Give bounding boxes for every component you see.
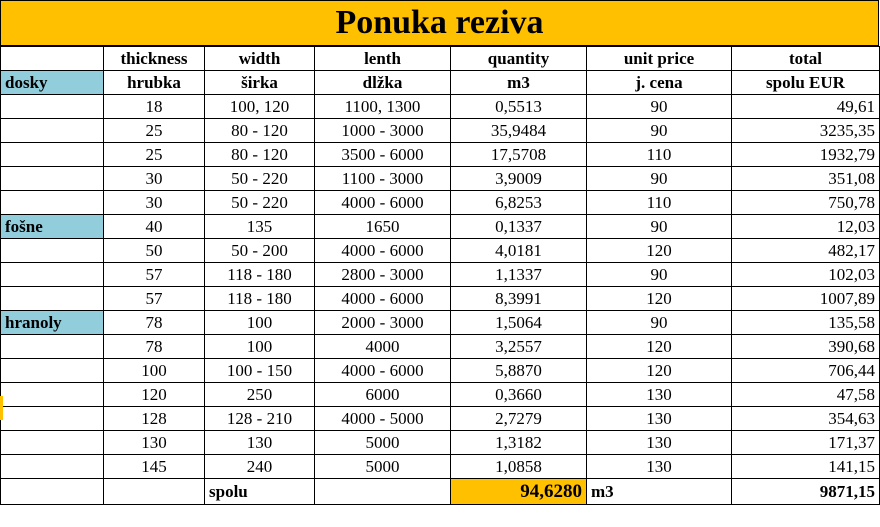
cell-quantity: 2,7279	[451, 407, 587, 431]
header-row-en	[1, 47, 880, 71]
cell-total: 1007,89	[732, 287, 880, 311]
cell-quantity: 6,8253	[451, 191, 587, 215]
header-j-cena: j. cena	[587, 71, 732, 95]
table-row	[1, 95, 880, 119]
cell	[104, 479, 205, 505]
cell-total: 750,78	[732, 191, 880, 215]
cell	[1, 119, 104, 143]
cell-thickness: 50	[104, 239, 205, 263]
table-row	[1, 359, 880, 383]
cell-thickness: 30	[104, 191, 205, 215]
cell-quantity: 0,5513	[451, 95, 587, 119]
cell-length: 3500 - 6000	[315, 143, 451, 167]
cell-thickness: 120	[104, 383, 205, 407]
table-row	[1, 311, 880, 335]
cell-total: 354,63	[732, 407, 880, 431]
cell	[1, 191, 104, 215]
cell-total: 47,58	[732, 383, 880, 407]
cell-total: 706,44	[732, 359, 880, 383]
cell	[1, 407, 104, 431]
cell-length: 4000	[315, 335, 451, 359]
cell-width: 240	[205, 455, 315, 479]
category-label: fošne	[1, 215, 104, 239]
table-row	[1, 119, 880, 143]
cell-total: 135,58	[732, 311, 880, 335]
cell-unit-price: 90	[587, 263, 732, 287]
cell-unit-price: 110	[587, 143, 732, 167]
cell-quantity: 8,3991	[451, 287, 587, 311]
cell-unit-price: 120	[587, 287, 732, 311]
cell-quantity: 3,9009	[451, 167, 587, 191]
cell-quantity: 35,9484	[451, 119, 587, 143]
cell	[1, 239, 104, 263]
cell-quantity: 3,2557	[451, 335, 587, 359]
cell-marker	[0, 396, 3, 420]
cell-width: 100 - 150	[205, 359, 315, 383]
category-label: hranoly	[1, 311, 104, 335]
cell	[1, 383, 104, 407]
cell	[1, 335, 104, 359]
table-row	[1, 143, 880, 167]
cell-quantity: 17,5708	[451, 143, 587, 167]
table-row	[1, 239, 880, 263]
cell-length: 1100, 1300	[315, 95, 451, 119]
cell-width: 50 - 200	[205, 239, 315, 263]
cell-thickness: 57	[104, 287, 205, 311]
table-row	[1, 167, 880, 191]
cell	[1, 95, 104, 119]
cell-width: 135	[205, 215, 315, 239]
cell	[1, 167, 104, 191]
table-row	[1, 215, 880, 239]
cell-length: 5000	[315, 431, 451, 455]
table-row	[1, 191, 880, 215]
cell	[1, 431, 104, 455]
cell-unit-price: 110	[587, 191, 732, 215]
cell-unit-price: 90	[587, 167, 732, 191]
cell	[315, 479, 451, 505]
cell-total: 482,17	[732, 239, 880, 263]
cell-quantity: 1,1337	[451, 263, 587, 287]
cell	[1, 143, 104, 167]
summary-quantity: 94,6280	[451, 479, 587, 505]
header-m3: m3	[451, 71, 587, 95]
cell-thickness: 130	[104, 431, 205, 455]
cell-total: 102,03	[732, 263, 880, 287]
cell-width: 100	[205, 335, 315, 359]
cell-length: 6000	[315, 383, 451, 407]
cell-length: 4000 - 6000	[315, 239, 451, 263]
cell-thickness: 30	[104, 167, 205, 191]
table-row	[1, 263, 880, 287]
category-label: dosky	[1, 71, 104, 95]
cell-width: 250	[205, 383, 315, 407]
cell-thickness: 25	[104, 119, 205, 143]
header-quantity: quantity	[451, 47, 587, 71]
cell-unit-price: 90	[587, 215, 732, 239]
sheet-title: Ponuka reziva	[0, 0, 879, 46]
cell-length: 5000	[315, 455, 451, 479]
cell-unit-price: 90	[587, 119, 732, 143]
cell-width: 50 - 220	[205, 191, 315, 215]
cell-unit-price: 90	[587, 311, 732, 335]
cell-length: 1100 - 3000	[315, 167, 451, 191]
cell-width: 100	[205, 311, 315, 335]
cell-total: 390,68	[732, 335, 880, 359]
cell-quantity: 5,8870	[451, 359, 587, 383]
cell	[1, 359, 104, 383]
header-width: width	[205, 47, 315, 71]
cell-length: 4000 - 5000	[315, 407, 451, 431]
header-unit-price: unit price	[587, 47, 732, 71]
cell-width: 80 - 120	[205, 143, 315, 167]
cell	[1, 287, 104, 311]
cell-quantity: 1,5064	[451, 311, 587, 335]
cell-thickness: 145	[104, 455, 205, 479]
cell-unit-price: 120	[587, 359, 732, 383]
cell-quantity: 0,1337	[451, 215, 587, 239]
cell	[1, 455, 104, 479]
cell-thickness: 18	[104, 95, 205, 119]
table-row	[1, 455, 880, 479]
cell-length: 2000 - 3000	[315, 311, 451, 335]
cell-thickness: 40	[104, 215, 205, 239]
cell-thickness: 78	[104, 335, 205, 359]
header-total: total	[732, 47, 880, 71]
summary-label: spolu	[205, 479, 315, 505]
cell-width: 100, 120	[205, 95, 315, 119]
cell-total: 1932,79	[732, 143, 880, 167]
cell-length: 4000 - 6000	[315, 287, 451, 311]
cell-unit-price: 130	[587, 431, 732, 455]
cell-width: 130	[205, 431, 315, 455]
cell-thickness: 100	[104, 359, 205, 383]
cell-quantity: 1,3182	[451, 431, 587, 455]
cell-quantity: 0,3660	[451, 383, 587, 407]
header-length: lenth	[315, 47, 451, 71]
cell-width: 80 - 120	[205, 119, 315, 143]
cell	[1, 479, 104, 505]
table-row	[1, 407, 880, 431]
cell-unit-price: 120	[587, 335, 732, 359]
cell	[1, 263, 104, 287]
cell-thickness: 25	[104, 143, 205, 167]
cell-total: 3235,35	[732, 119, 880, 143]
table-row	[1, 287, 880, 311]
header-thickness: thickness	[104, 47, 205, 71]
cell-thickness: 128	[104, 407, 205, 431]
cell-total: 49,61	[732, 95, 880, 119]
cell-thickness: 57	[104, 263, 205, 287]
cell-unit-price: 90	[587, 95, 732, 119]
cell-length: 4000 - 6000	[315, 191, 451, 215]
cell-unit-price: 130	[587, 455, 732, 479]
cell-length: 1000 - 3000	[315, 119, 451, 143]
cell-quantity: 4,0181	[451, 239, 587, 263]
header-spolu-eur: spolu EUR	[732, 71, 880, 95]
summary-row	[1, 479, 880, 505]
cell-total: 351,08	[732, 167, 880, 191]
cell-unit-price: 130	[587, 383, 732, 407]
table-row	[1, 335, 880, 359]
cell-width: 128 - 210	[205, 407, 315, 431]
cell-thickness: 78	[104, 311, 205, 335]
cell-unit-price: 130	[587, 407, 732, 431]
cell-length: 1650	[315, 215, 451, 239]
header-hrubka: hrubka	[104, 71, 205, 95]
cell-length: 4000 - 6000	[315, 359, 451, 383]
table-row	[1, 431, 880, 455]
header-row-sk	[1, 71, 880, 95]
cell-total: 12,03	[732, 215, 880, 239]
header-cell	[1, 47, 104, 71]
header-sirka: širka	[205, 71, 315, 95]
cell-quantity: 1,0858	[451, 455, 587, 479]
summary-total: 9871,15	[732, 479, 880, 505]
header-dlzka: dlžka	[315, 71, 451, 95]
cell-width: 118 - 180	[205, 287, 315, 311]
cell-total: 171,37	[732, 431, 880, 455]
table-row	[1, 383, 880, 407]
lumber-table	[0, 46, 880, 505]
summary-unit: m3	[587, 479, 732, 505]
cell-total: 141,15	[732, 455, 880, 479]
cell-width: 118 - 180	[205, 263, 315, 287]
cell-width: 50 - 220	[205, 167, 315, 191]
cell-length: 2800 - 3000	[315, 263, 451, 287]
cell-unit-price: 120	[587, 239, 732, 263]
